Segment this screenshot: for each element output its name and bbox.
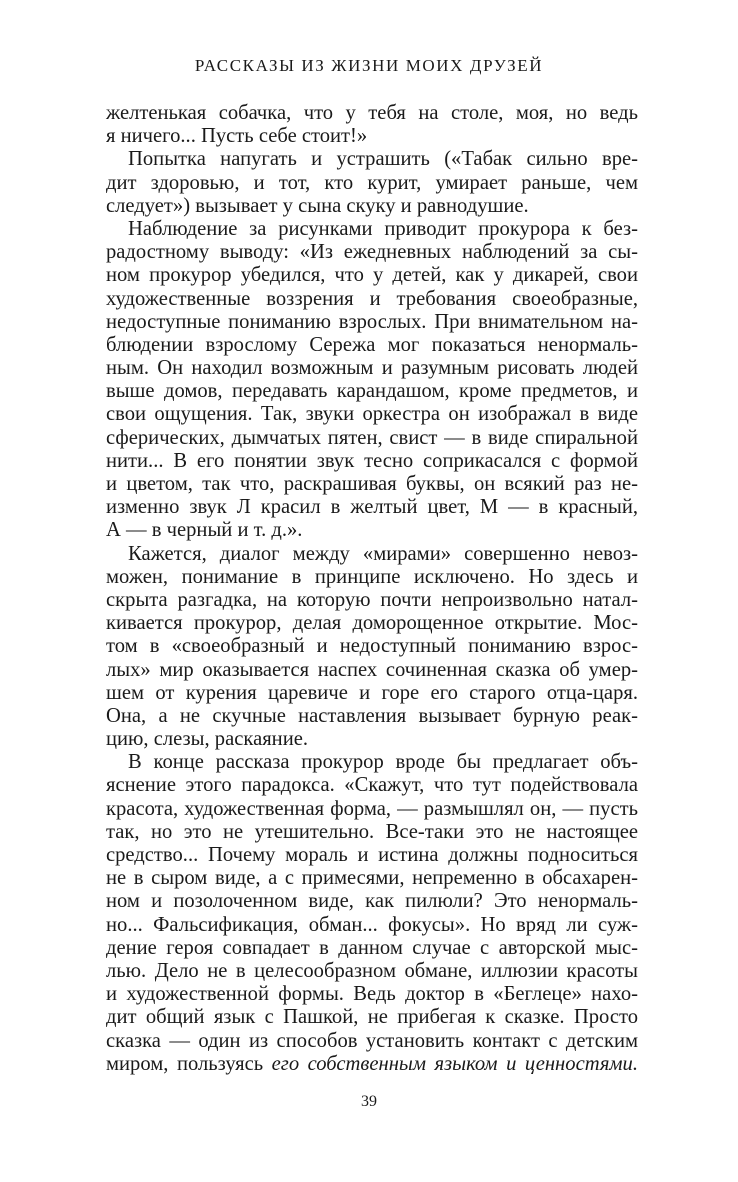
text-line: и художественной формы. Ведь доктор в «Беглеце» нахо- bbox=[106, 983, 638, 1006]
text-line: ном и позолоченном виде, как пилюли? Это ненормаль- bbox=[106, 890, 638, 913]
text-line: лью. Дело не в целесообразном обмане, иллюзии красоты bbox=[106, 959, 638, 982]
text-line: желтенькая собачка, что у тебя на столе, моя, но ведь bbox=[106, 102, 638, 124]
final-text-line bbox=[106, 1053, 638, 1076]
text-line: лых» мир оказывается наспех сочиненная сказка об умер- bbox=[106, 658, 638, 681]
text-line: скрыта разгадка, на которую почти непроизвольно натал- bbox=[106, 588, 638, 611]
text-line: цию, слезы, раскаяние. bbox=[106, 728, 309, 751]
text-line: изменно звук Л красил в желтый цвет, М — в красный, bbox=[106, 496, 638, 519]
text-line: ным. Он находил возможным и разумным рисовать людей bbox=[106, 357, 638, 380]
text-line: сферических, дымчатых пятен, свист — в виде спиральной bbox=[106, 426, 638, 449]
text-line: недоступные пониманию взрослых. При внимательном на- bbox=[106, 310, 638, 333]
text-line: сказка — один из способов установить контакт с детским bbox=[106, 1029, 638, 1052]
text-line: художественные воззрения и требования своеобразные, bbox=[106, 287, 638, 310]
text-line: том в «своеобразный и недоступный пониманию взрос- bbox=[106, 635, 638, 658]
text-line: Она, а не скучные наставления вызывает бурную реак- bbox=[106, 704, 638, 727]
text-line: можен, понимание в принципе исключено. Но здесь и bbox=[106, 565, 638, 588]
paragraph-start-line: Попытка напугать и устрашить («Табак сильно вре- bbox=[128, 148, 638, 171]
text-line: дение героя совпадает в данном случае с авторской мыс- bbox=[106, 936, 638, 959]
text-line: и цветом, так что, раскрашивая буквы, он всякий раз не- bbox=[106, 473, 638, 495]
final-line-start: миром, пользуясь bbox=[106, 1052, 272, 1075]
text-line: ном прокурор убедился, что у детей, как у дикарей, свои bbox=[106, 264, 638, 287]
text-line: не в сыром виде, а с примесями, непременно в обсахарен- bbox=[106, 867, 638, 890]
text-line: свои ощущения. Так, звуки оркестра он изображал в виде bbox=[106, 403, 638, 426]
paragraph-start-line: Наблюдение за рисунками приводит прокурора к без- bbox=[128, 217, 638, 240]
text-line: я ничего... Пусть себе стоит!» bbox=[106, 125, 368, 148]
text-line: радостному выводу: «Из ежедневных наблюдений за сы- bbox=[106, 241, 638, 264]
text-line: шем от курения царевиче и горе его старого отца-царя. bbox=[106, 681, 638, 704]
text-line: так, но это не утешительно. Все-таки это не настоящее bbox=[106, 820, 638, 843]
text-line: выше домов, передавать карандашом, кроме предметов, и bbox=[106, 380, 638, 403]
paragraph-start-line: Кажется, диалог между «мирами» совершенно невоз- bbox=[128, 542, 638, 565]
text-line: средство... Почему мораль и истина должны подноситься bbox=[106, 844, 638, 866]
text-line: А — в черный и т. д.». bbox=[106, 519, 303, 542]
text-line: но... Фальсификация, обман... фокусы». Но вряд ли суж- bbox=[106, 913, 638, 936]
text-line: кивается прокурор, делая доморощенное открытие. Мос- bbox=[106, 612, 638, 635]
text-line: нити... В его понятии звук тесно соприкасался с формой bbox=[106, 449, 638, 472]
italic-emphasis: его собственным языком и ценностями. bbox=[271, 1052, 638, 1075]
running-title: РАССКАЗЫ ИЗ ЖИЗНИ МОИХ ДРУЗЕЙ bbox=[194, 56, 544, 75]
text-line: дит здоровью, и тот, кто курит, умирает раньше, чем bbox=[106, 171, 638, 194]
paragraph-start-line: В конце рассказа прокурор вроде бы предлагает объ- bbox=[128, 751, 638, 774]
page-number: 39 bbox=[361, 1093, 377, 1110]
text-line: яснение этого парадокса. «Скажут, что тут подействовала bbox=[106, 774, 638, 797]
text-line: следует») вызывает у сына скуку и равнодушие. bbox=[106, 194, 529, 217]
text-line: дит общий язык с Пашкой, не прибегая к сказке. Просто bbox=[106, 1006, 638, 1029]
text-line: красота, художественная форма, — размышлял он, — пусть bbox=[106, 797, 638, 820]
text-line: блюдении взрослому Сережа мог показаться ненормаль- bbox=[106, 333, 638, 356]
body-text bbox=[106, 102, 638, 1076]
